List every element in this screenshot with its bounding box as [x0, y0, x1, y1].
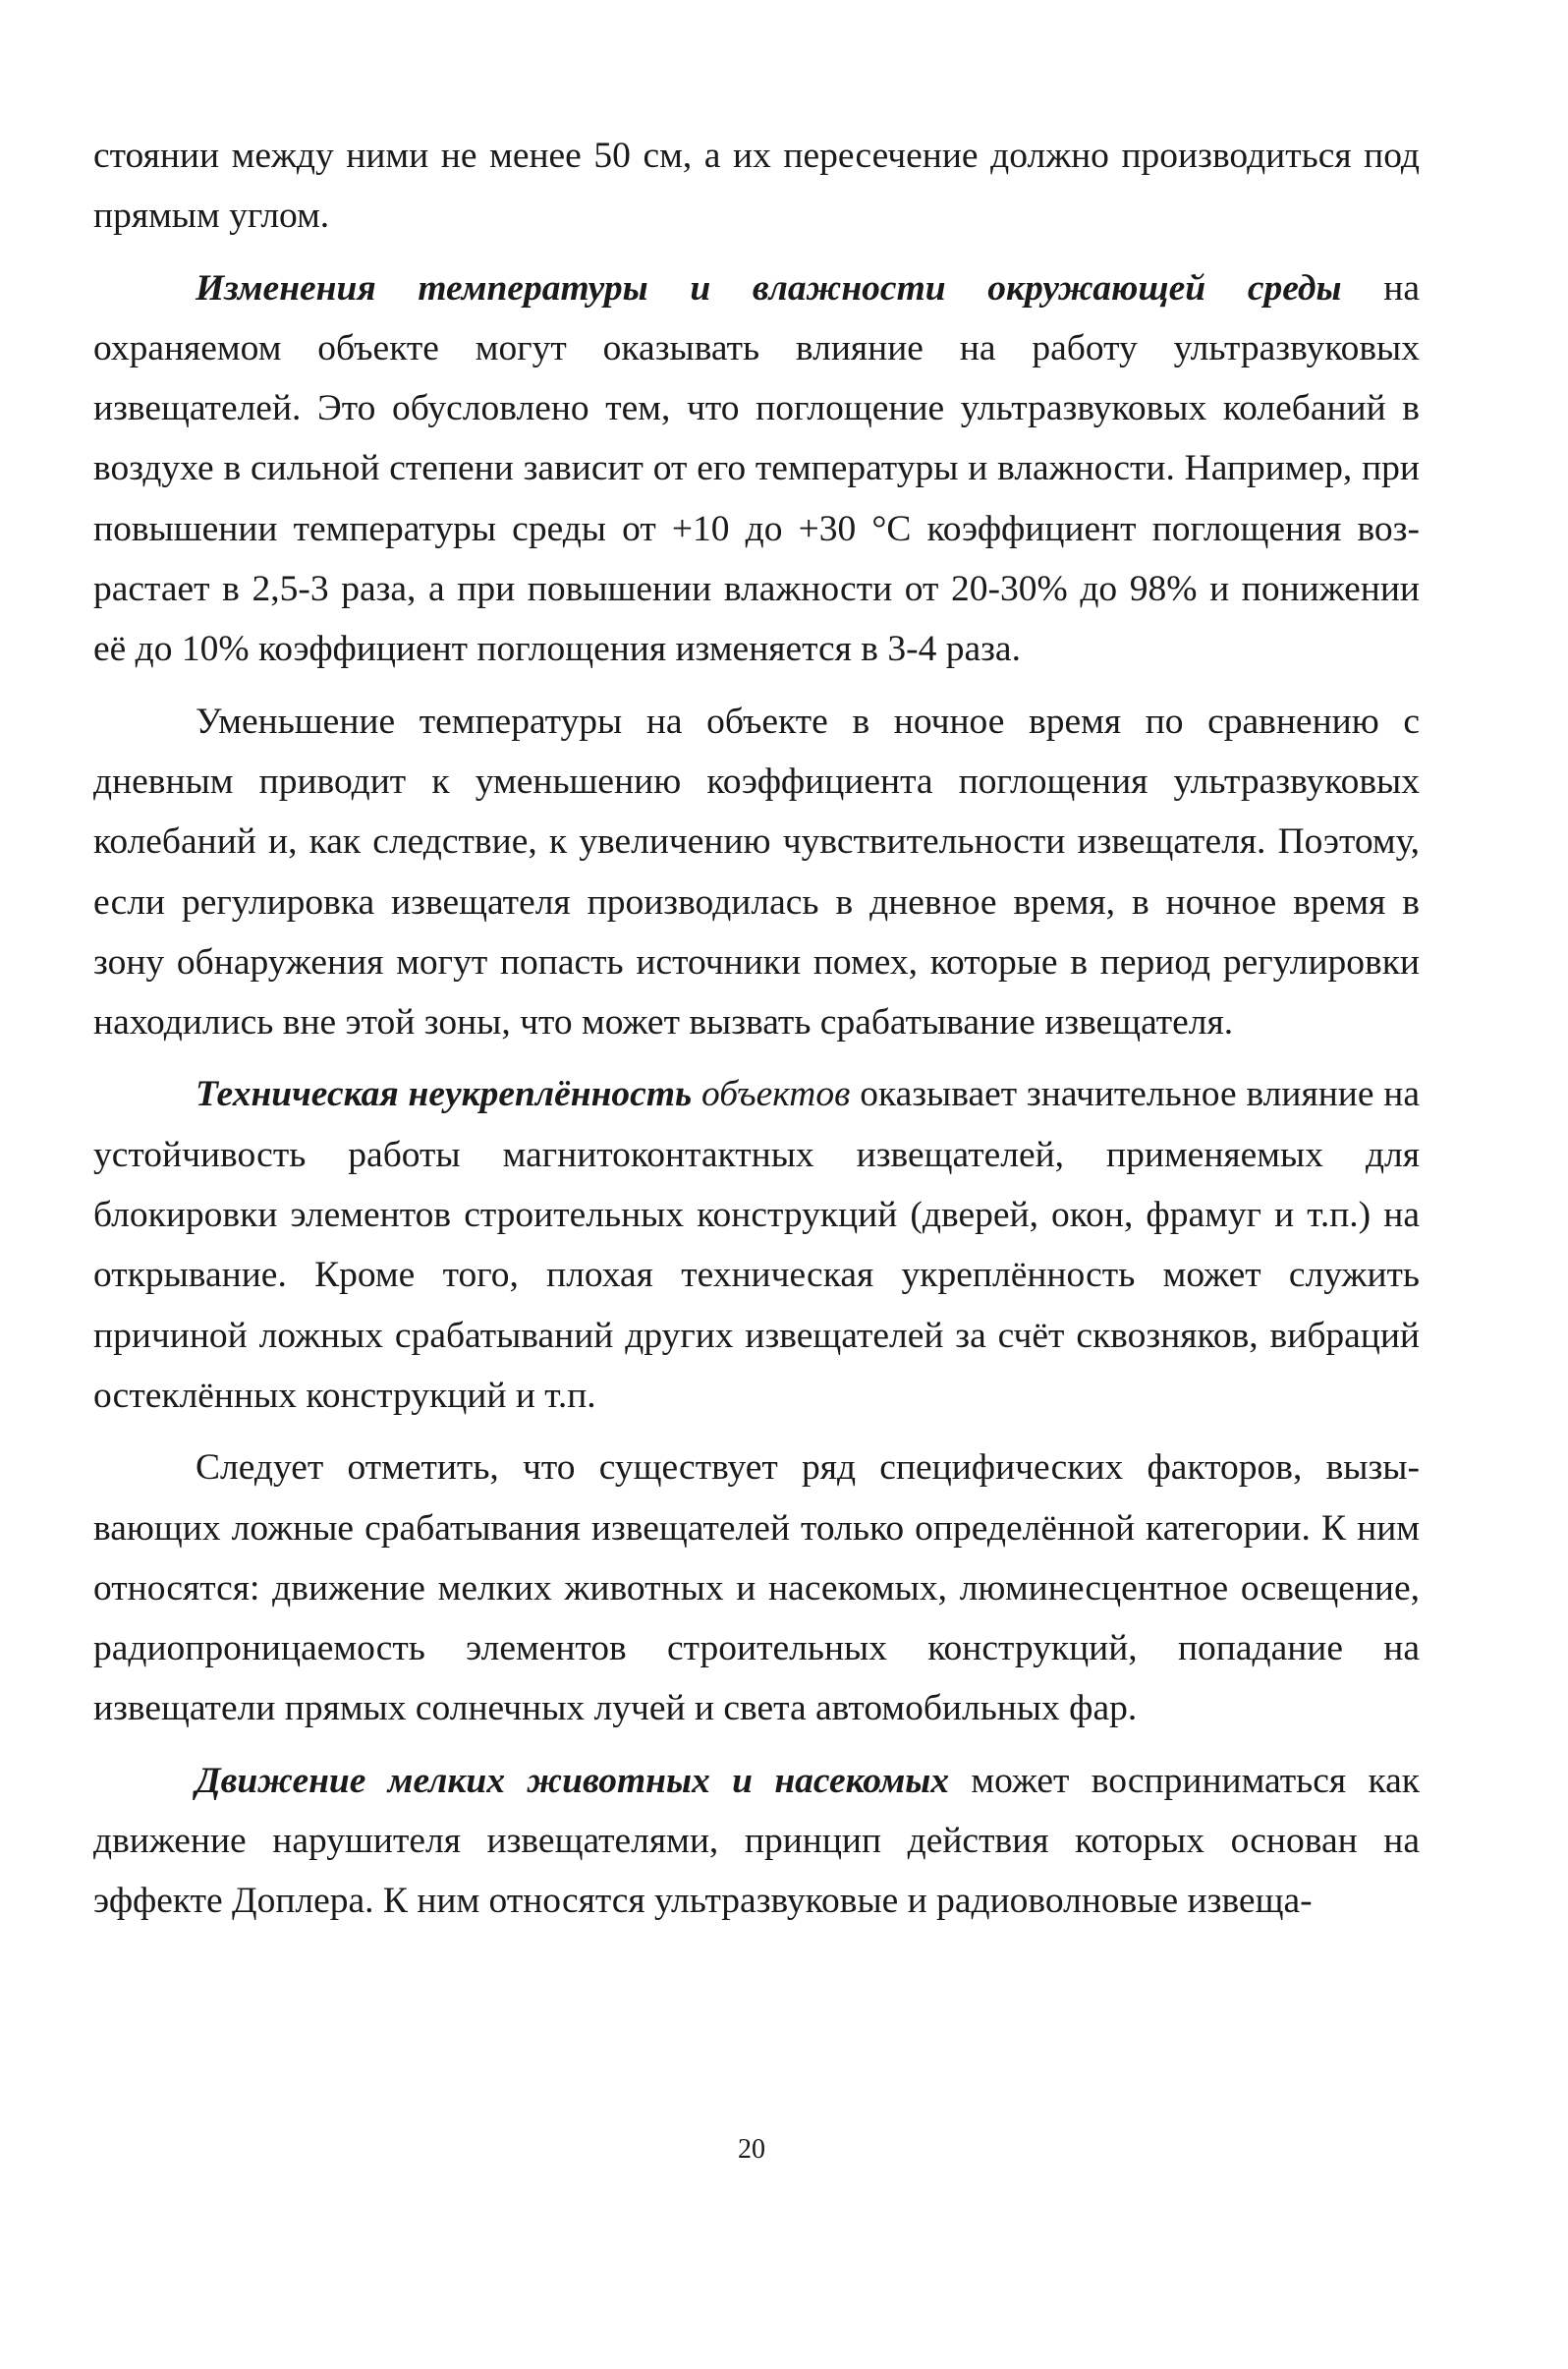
paragraph-text: Следует отметить, что существует ряд специфических факторов, вызывающих ложные срабатывания извещателей только определённой категории. К ним относятся: движение мелких животных и насекомых, люминесцентное освещение, радиопроницаемость элементов строительных конструкций, попадание на извещатели прямых солнечных лучей и света автомобильных фар.: [93, 1447, 1420, 1729]
paragraph-specific-factors: [93, 1438, 1420, 1738]
paragraph-small-animals: [93, 1751, 1420, 1932]
paragraph-text: на охраняемом объекте могут оказывать влияние на работу ультразвуковых извещателей. Это обусловлено тем, что поглощение ультразвуковых колебаний в воздухе в сильной степени зависит от его температуры и влажности. Например, при повышении температуры среды от +10 до +30 °С коэффициент поглощения возрастает в 2,5-3 раза, а при повышении влажности от 20-30% до 98% и понижении её до 10% коэффициент поглощения изменяется в 3-4 раза.: [93, 267, 1420, 670]
paragraph-text: стоянии между ними не менее 50 см, а их пересечение должно производиться под прямым углом.: [93, 136, 1420, 237]
paragraph-lead-term: Техническая неукреплённость: [196, 1074, 693, 1115]
paragraph-text: оказывает значительное влияние на устойчивость работы магнитоконтактных извещателей, применяемых для блокировки элементов строительных конструкций (дверей, окон, фрамуг и т.п.) на открывание. Кроме того, плохая техническая укреплённость может служить причиной ложных срабатываний других извещателей за счёт сквозняков, вибраций остеклённых конструкций и т.п.: [93, 1074, 1420, 1416]
paragraph-text: может восприниматься как движение нарушителя извещателями, принцип действия которых основан на эффекте Доплера. К ним относятся ультразвуковые и радиоволновые извеща-: [93, 1760, 1420, 1922]
paragraph-text: Уменьшение температуры на объекте в ночное время по сравнению с дневным приводит к уменьшению коэффициента поглощения ультразвуковых колебаний и, как следствие, к увеличению чувствительности извещателя. Поэтому, если регулировка извещателя производилась в дневное время, в ночное время в зону обнаружения могут попасть источники помех, которые в период регулировки находились вне этой зоны, что может вызвать срабатывание извещателя.: [93, 701, 1420, 1043]
paragraph-lead-term: Изменения температуры и влажности окружающей среды: [196, 267, 1342, 309]
paragraph-lead-term-italic: объектов: [692, 1074, 851, 1115]
paragraph-night-temperature: [93, 692, 1420, 1053]
paragraph-temperature-humidity: [93, 258, 1420, 680]
paragraph-continued: [93, 126, 1420, 247]
paragraph-technical-weakness: [93, 1064, 1420, 1426]
paragraph-lead-term: Движение мелких животных и насекомых: [196, 1760, 950, 1801]
page-number: 20: [738, 2134, 765, 2165]
body-text: [93, 126, 1420, 1944]
